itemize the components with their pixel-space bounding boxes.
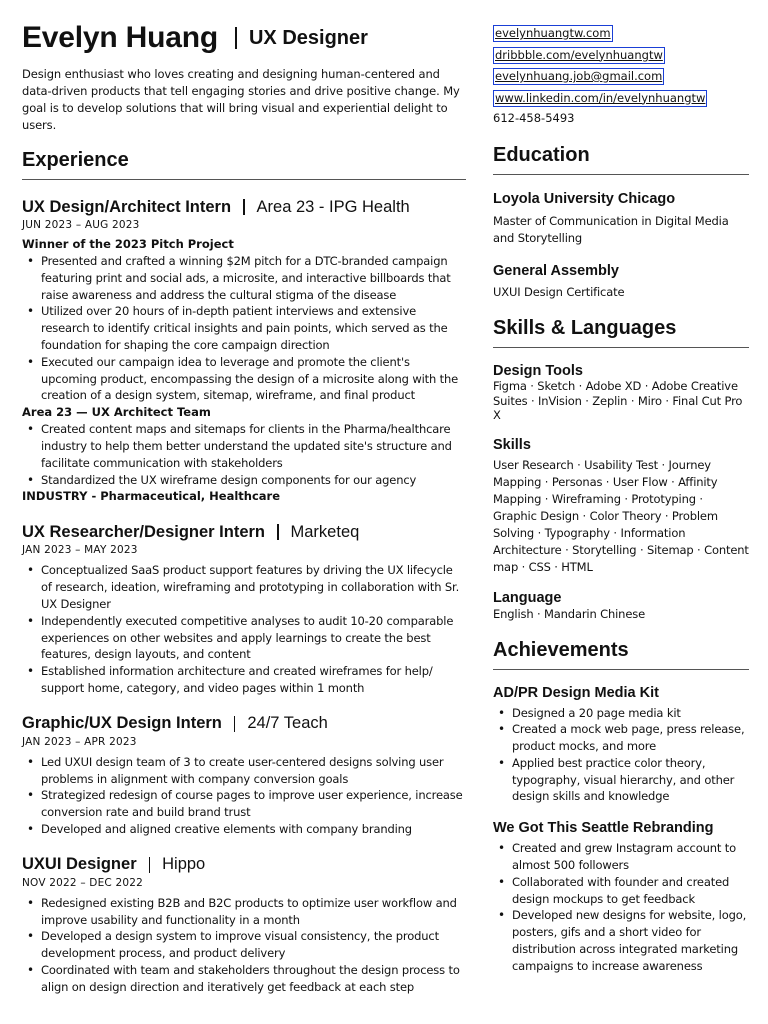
- bullet-item: • Established information architecture and created wireframes for help/ support home, category, and video pages within 1 month: [22, 663, 466, 697]
- bullet-item: • Presented and crafted a winning $2M pitch for a DTC-branded campaign featuring print and social ads, a microsite, and interactive billboards that raise awareness and address the cultural stigma of the disease: [22, 253, 466, 303]
- section-heading-education: Education: [493, 144, 749, 175]
- school-detail: UXUI Design Certificate: [493, 285, 625, 299]
- job-entry: [22, 521, 466, 696]
- job-divider: [243, 199, 245, 215]
- job-divider: [234, 716, 236, 732]
- bullet-item: • Executed our campaign idea to leverage and promote the client's upcoming product, encompassing the design of a microsite along with the creation of a design system, sitemap, wireframe, and final product: [22, 354, 466, 404]
- bullet-list: [493, 840, 749, 974]
- bullet-item: • Applied best practice color theory, typography, visual hierarchy, and other design skills and knowledge: [493, 755, 749, 805]
- section-heading-achievements: Achievements: [493, 639, 749, 670]
- bullet-item: • Utilized over 20 hours of in-depth patient interviews and extensive research to identify critical insights and pain points, which served as the foundation for shaping the core campaign direction: [22, 303, 466, 353]
- bullet-item: • Independently executed competitive analyses to audit 10-20 comparable experiences on other websites and apply learnings to create the best features, design layouts, and content: [22, 613, 466, 663]
- contact-block: [493, 22, 749, 126]
- bullet-item: • Created and grew Instagram account to almost 500 followers: [493, 840, 749, 874]
- summary: Design enthusiast who loves creating and designing human-centered and data-driven products that tell engaging stories and drive positive change. My goal is to develop solutions that will bring visual and experiential delight to users.: [22, 67, 460, 132]
- job-entry: [22, 196, 466, 505]
- bullet-item: • Conceptualized SaaS product support features by driving the UX lifecycle of research, ideation, wireframing and prototyping in collaboration with Sr. UX Designer: [22, 562, 466, 612]
- job-divider: [277, 524, 279, 540]
- bullet-item: • Redesigned existing B2B and B2C products to optimize user workflow and improve usability and functionality in a month: [22, 895, 466, 929]
- job-title-row: [22, 854, 466, 876]
- bullet-list: [493, 705, 749, 806]
- bullet-item: • Developed and aligned creative elements with company branding: [22, 821, 466, 838]
- candidate-name: Evelyn Huang: [22, 21, 218, 54]
- job-title-row: [22, 713, 466, 735]
- job-company: 24/7 Teach: [247, 714, 328, 733]
- dribbble-link[interactable]: dribbble.com/evelynhuangtw: [495, 47, 663, 62]
- bullet-item: • Collaborated with founder and created design mockups to get feedback: [493, 874, 749, 908]
- job-role: UX Researcher/Designer Intern: [22, 522, 266, 541]
- bullet-list: [22, 754, 466, 838]
- header-divider: [235, 27, 237, 49]
- skill-group-title: Skills: [493, 436, 531, 453]
- job-entry: [22, 854, 466, 996]
- email-link[interactable]: evelynhuang.job@gmail.com: [495, 69, 663, 83]
- job-subheading: Area 23 — UX Architect Team: [22, 405, 211, 420]
- bullet-item: • Designed a 20 page media kit: [493, 705, 749, 722]
- skill-group-title: Design Tools: [493, 363, 583, 379]
- job-dates: JUN 2023 – AUG 2023: [22, 219, 140, 231]
- bullet-item: • Led UXUI design team of 3 to create user-centered designs solving user problems in alignment with company conversion goals: [22, 754, 466, 788]
- bullet-list: [22, 562, 466, 696]
- right-column: [493, 22, 749, 975]
- bullet-item: • Developed new designs for website, logo, posters, gifs and a short video for distribution across integrated marketing campaigns to increase awareness: [493, 907, 749, 974]
- bullet-list: [22, 895, 466, 996]
- job-divider: [149, 857, 151, 873]
- skill-group-text: User Research · Usability Test · Journey Mapping · Personas · User Flow · Affinity Mapping · Wireframing · Prototyping · Graphic Design · Color Theory · Problem Solving · Typography · Information Architecture · Storytelling · Sitemap · Content map · CSS · HTML: [493, 457, 749, 574]
- website-link[interactable]: evelynhuangtw.com: [495, 26, 611, 40]
- job-role: UX Design/Architect Intern: [22, 197, 232, 216]
- job-dates: JAN 2023 – MAY 2023: [22, 544, 138, 557]
- bullet-item: • Created content maps and sitemaps for clients in the Pharma/healthcare industry to help them better understand the updated site's structure and facilitate communication with stakeholders: [22, 421, 466, 471]
- job-dates: JAN 2023 – APR 2023: [22, 735, 137, 748]
- school-name: General Assembly: [493, 263, 619, 279]
- school-detail: Master of Communication in Digital Media and Storytelling: [493, 214, 729, 245]
- bullet-item: • Strategized redesign of course pages to improve user experience, increase conversion rate and build brand trust: [22, 787, 466, 821]
- phone-number: 612-458-5493: [493, 111, 575, 125]
- job-company: Area 23 - IPG Health: [256, 197, 410, 216]
- job-role: Graphic/UX Design Intern: [22, 714, 222, 733]
- linkedin-link[interactable]: www.linkedin.com/in/evelynhuangtw: [495, 90, 706, 105]
- bullet-list: [22, 421, 466, 488]
- section-heading-skills: Skills & Languages: [493, 317, 749, 348]
- job-company: Marketeq: [290, 522, 360, 541]
- job-role: UXUI Designer: [22, 855, 137, 874]
- job-company: Hippo: [162, 855, 206, 874]
- skill-group-text: Figma · Sketch · Adobe XD · Adobe Creative Suites · InVision · Zeplin · Miro · Final Cut Pro X: [493, 379, 743, 422]
- bullet-item: • Developed a design system to improve visual consistency, the product development process, and product delivery: [22, 928, 466, 962]
- job-dates: NOV 2022 – DEC 2022: [22, 876, 144, 889]
- bullet-item: • Coordinated with team and stakeholders throughout the design process to align on design direction and iteratively get feedback at each step: [22, 962, 466, 996]
- achievement-title: We Got This Seattle Rebranding: [493, 820, 714, 837]
- left-column: [22, 18, 466, 996]
- job-subheading: Winner of the 2023 Pitch Project: [22, 237, 234, 251]
- resume-header: [22, 18, 466, 58]
- skill-group-text: English · Mandarin Chinese: [493, 606, 646, 621]
- school-name: Loyola University Chicago: [493, 191, 676, 207]
- bullet-item: • Standardized the UX wireframe design components for our agency: [22, 472, 466, 489]
- candidate-role: UX Designer: [248, 26, 368, 49]
- achievement-title: AD/PR Design Media Kit: [493, 684, 659, 701]
- section-heading-experience: Experience: [22, 149, 466, 180]
- skill-group-title: Language: [493, 589, 562, 606]
- bullet-item: • Created a mock web page, press release, product mocks, and more: [493, 721, 749, 755]
- bullet-list: [22, 253, 466, 404]
- job-industry: INDUSTRY - Pharmaceutical, Healthcare: [22, 489, 281, 504]
- job-title-row: [22, 196, 466, 218]
- job-entry: [22, 713, 466, 838]
- job-title-row: [22, 521, 466, 543]
